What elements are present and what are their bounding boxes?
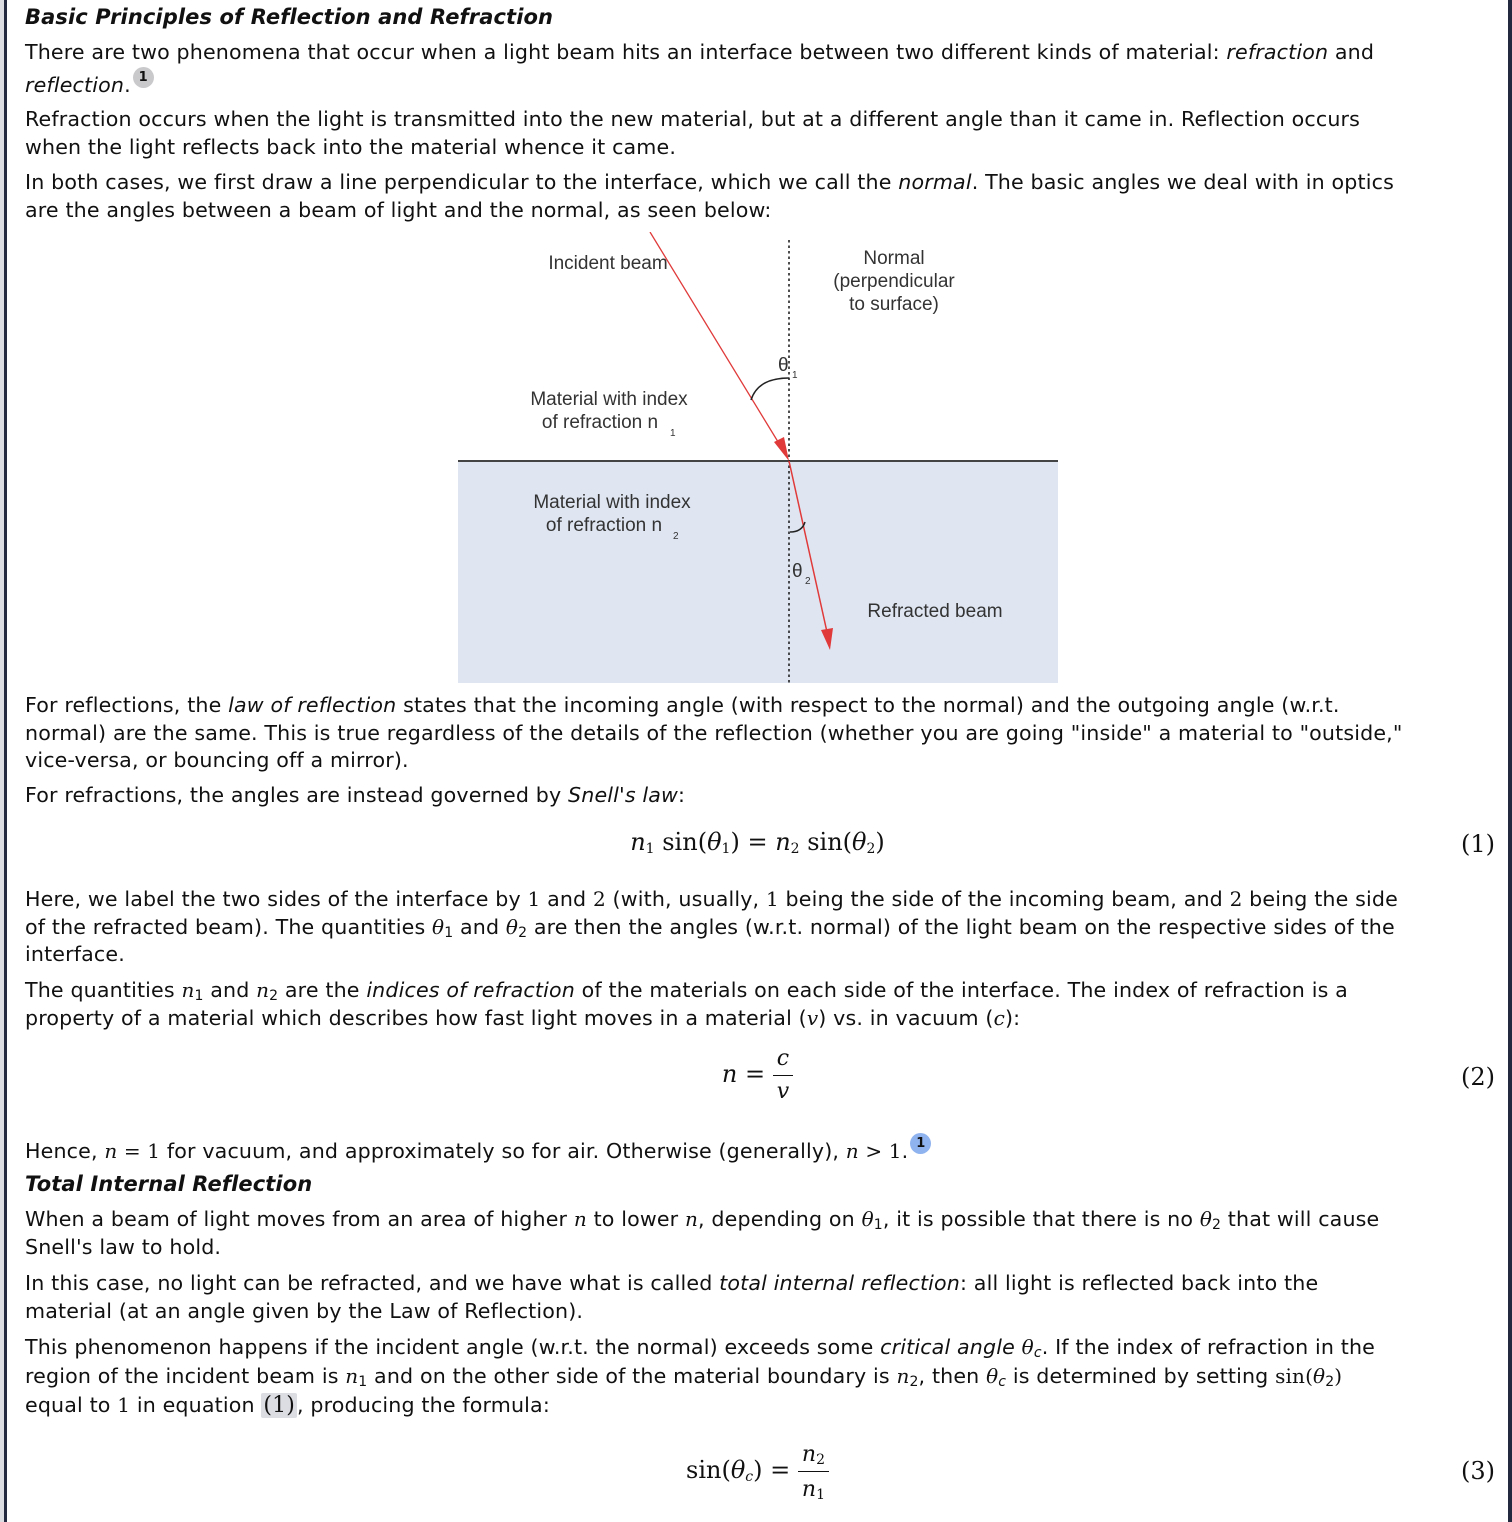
fraction-c-over-v: $\frac{c}{v}$	[773, 1044, 793, 1107]
normal-label-line3: to surface)	[849, 294, 939, 315]
incident-beam	[650, 232, 783, 450]
paragraph-normal-definition: In both cases, we first draw a line perpendicular to the interface, which we call the normal. The basic angles we deal with in optics are the angles between a beam of light and the normal, as seen below:	[25, 170, 1394, 222]
theta1-subscript: 1	[792, 370, 798, 381]
paragraph-law-of-reflection: For reflections, the law of reflection states that the incoming angle (with respect to the normal) and the outgoing angle (w.r.t. normal) are the same. This is true regardless of the details of the reflection (whether you are going "inside" a material to "outside," vice-versa, or bouncing off a mirror).	[25, 693, 1403, 772]
equation-number-2: (2)	[1461, 1063, 1495, 1091]
material2-label-line2: of refraction n	[545, 515, 663, 536]
paragraph-intro: There are two phenomena that occur when a light beam hits an interface between two different kinds of material: refraction and reflection. 1	[25, 40, 1375, 97]
equation-reference-link[interactable]: (1)	[263, 1393, 295, 1418]
paragraph-critical-angle: This phenomenon happens if the incident angle (w.r.t. the normal) exceeds some critical angle $\theta_c$. If the index of refraction in the region of the incident beam is $n_1$ and on the other side of the material boundary is $n_2$, then $\theta_c$ is determined by setting $\sin(\theta_2)$ equal to 1 in equation (1), producing the formula:	[25, 1335, 1375, 1418]
fraction-n2-over-n1: $\frac{n_2}{n_1}$	[798, 1438, 829, 1505]
paragraph-indices-of-refraction: The quantities $n_1$ and $n_2$ are the indices of refraction of the materials on each side of the interface. The index of refraction is a property of a material which describes how fast light moves in a material (v) vs. in vacuum (c):	[25, 978, 1348, 1030]
theta2-subscript: 2	[805, 576, 811, 587]
material2-label-line1: Material with index	[533, 492, 691, 513]
refraction-diagram	[458, 232, 1058, 683]
theta2-label: θ	[792, 561, 803, 582]
paragraph-interface-labels: Here, we label the two sides of the interface by 1 and 2 (with, usually, 1 being the side of the incoming beam, and 2 being the side of the refracted beam). The quantities $\theta_1$ and $\theta_2$ are then the angles (w.r.t. normal) of the light beam on the respective sides of the interface.	[25, 887, 1398, 966]
equation-snells-law: $n_1$ $\sin(\theta_1) = n_2$ $\sin(\theta_2)$	[630, 828, 885, 857]
equation-number-1: (1)	[1461, 830, 1495, 858]
incident-arrowhead-icon	[774, 437, 789, 461]
section-heading-basic-principles: Basic Principles of Reflection and Refraction	[25, 5, 554, 29]
paragraph-refraction-definition: Refraction occurs when the light is transmitted into the new material, but at a different angle than it came in. Reflection occurs when the light reflects back into the material whence it came.	[25, 107, 1361, 159]
material1-label-line2: of refraction n	[541, 412, 659, 433]
theta1-arc	[751, 378, 789, 400]
incident-beam-label: Incident beam	[548, 253, 668, 274]
footnote-badge[interactable]: 1	[133, 67, 154, 88]
footnote-badge-highlighted[interactable]: 1	[910, 1133, 931, 1154]
refracted-beam-label: Refracted beam	[867, 601, 1003, 622]
theta1-label: θ	[778, 355, 789, 376]
equation-index-definition: n = $\frac{c}{v}$	[25, 1044, 1490, 1107]
page-right-border	[1508, 0, 1512, 1522]
material1-subscript: 1	[670, 428, 676, 439]
normal-label-line1: Normal	[863, 248, 925, 269]
paragraph-tir-definition: In this case, no light can be refracted, and we have what is called total internal reflection: all light is reflected back into the material (at an angle given by the Law of Reflection).	[25, 1271, 1319, 1323]
paragraph-vacuum-index: Hence, n = 1 for vacuum, and approximately so for air. Otherwise (generally), n > 1. 1	[25, 1133, 1495, 1166]
normal-label-line2: (perpendicular	[833, 271, 955, 292]
page-left-border	[4, 0, 7, 1522]
equation-critical-angle: $\sin(\theta_c)$ = $\frac{n_2}{n_1}$	[25, 1438, 1490, 1505]
paragraph-snells-law-intro: For refractions, the angles are instead governed by Snell's law:	[25, 783, 686, 807]
material1-label-line1: Material with index	[530, 389, 688, 410]
material2-subscript: 2	[673, 531, 679, 542]
section-heading-total-internal-reflection: Total Internal Reflection	[25, 1172, 313, 1196]
paragraph-tir-condition: When a beam of light moves from an area of higher n to lower n, depending on $\theta_1$, it is possible that there is no $\theta_2$ that will cause Snell's law to hold.	[25, 1207, 1380, 1259]
equation-number-3: (3)	[1461, 1457, 1495, 1485]
